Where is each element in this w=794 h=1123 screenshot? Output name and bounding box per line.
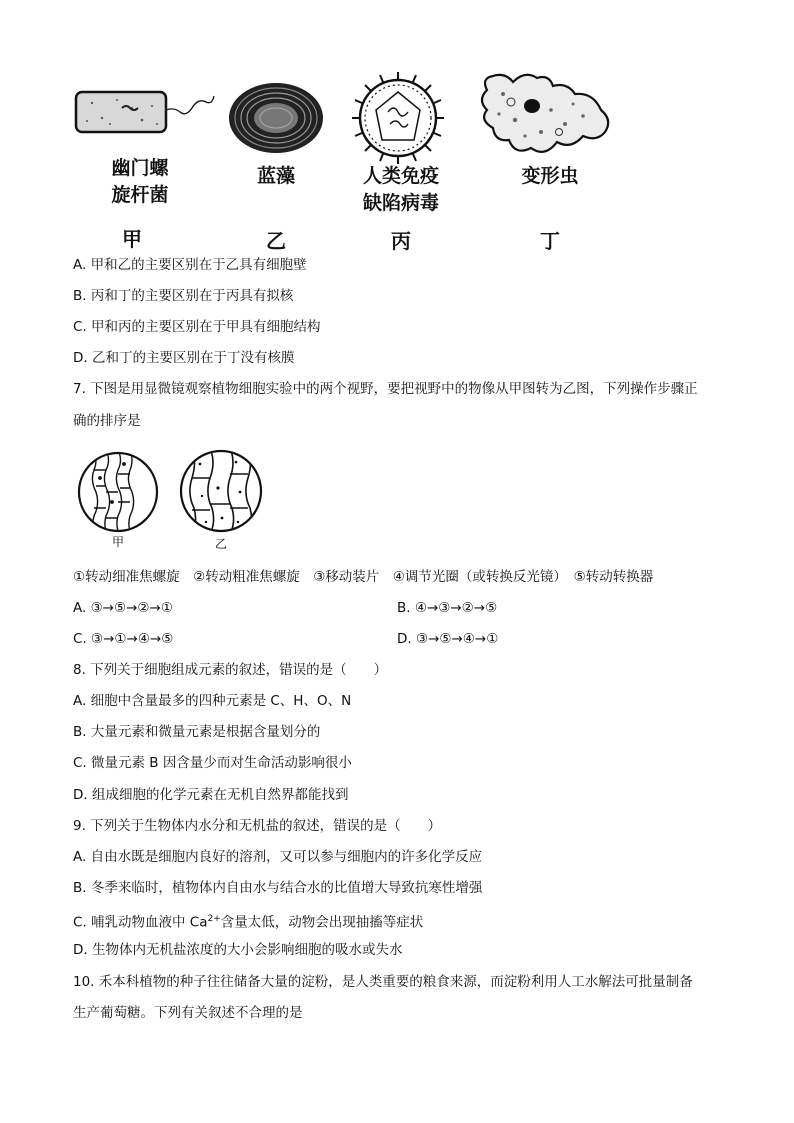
microscope-view-yi bbox=[178, 448, 264, 534]
q7-option-b: B. ④→③→②→⑤ bbox=[397, 600, 498, 616]
label-ding: 丁 bbox=[540, 229, 560, 253]
q6-option-b: B. 丙和丁的主要区别在于丙具有拟核 bbox=[73, 288, 294, 304]
q9-option-c bbox=[73, 910, 423, 932]
cyanobacteria-name: 蓝藻 bbox=[256, 165, 295, 187]
q9-stem: 9. 下列关于生物体内水分和无机盐的叙述，错误的是（ ） bbox=[73, 818, 442, 834]
q9-option-b: B. 冬季来临时，植物体内自由水与结合水的比值增大导致抗寒性增强 bbox=[73, 880, 483, 896]
q7-steps: ①转动细准焦螺旋 ②转动粗准焦螺旋 ③移动装片 ④调节光圈（或转换反光镜） ⑤转动转换器 bbox=[73, 569, 654, 585]
q9-option-c-text: C. 哺乳动物血液中 Ca bbox=[73, 914, 208, 931]
q6-option-d: D. 乙和丁的主要区别在于丁没有核膜 bbox=[73, 350, 295, 366]
q10-stem-line2: 生产葡萄糖。下列有关叙述不合理的是 bbox=[73, 1005, 303, 1021]
helicobacter-illustration bbox=[72, 88, 222, 138]
q7-option-c: C. ③→①→④→⑤ bbox=[73, 631, 174, 647]
q10-stem-line1: 10. 禾本科植物的种子往往储备大量的淀粉，是人类重要的粮食来源，而淀粉利用人工水解法可批量制备 bbox=[73, 974, 693, 990]
label-bing: 丙 bbox=[391, 229, 411, 253]
q8-stem: 8. 下列关于细胞组成元素的叙述，错误的是（ ） bbox=[73, 662, 388, 678]
q8-option-d: D. 组成细胞的化学元素在无机自然界都能找到 bbox=[73, 787, 349, 803]
amoeba-illustration bbox=[475, 70, 615, 162]
amoeba-name: 变形虫 bbox=[521, 165, 579, 187]
hiv-name: 人类免疫 缺陷病毒 bbox=[362, 165, 439, 214]
q7-option-a: A. ③→⑤→②→① bbox=[73, 600, 173, 616]
view-label-yi: 乙 bbox=[215, 537, 228, 551]
label-yi: 乙 bbox=[266, 229, 286, 253]
view-label-jia: 甲 bbox=[112, 535, 125, 549]
q9-option-d: D. 生物体内无机盐浓度的大小会影响细胞的吸水或失水 bbox=[73, 942, 403, 958]
q7-stem-line1: 7. 下图是用显微镜观察植物细胞实验中的两个视野，要把视野中的物像从甲图转为乙图，下列操作步骤正 bbox=[73, 381, 698, 397]
q9-option-c-text-rest: 含量太低，动物会出现抽搐等症状 bbox=[220, 914, 424, 931]
q8-option-c: C. 微量元素 B 因含量少而对生命活动影响很小 bbox=[73, 755, 352, 771]
hiv-illustration bbox=[350, 70, 446, 166]
q8-option-b: B. 大量元素和微量元素是根据含量划分的 bbox=[73, 724, 321, 740]
cyanobacteria-illustration bbox=[226, 80, 326, 156]
q6-option-c: C. 甲和丙的主要区别在于甲具有细胞结构 bbox=[73, 319, 321, 335]
q7-option-d: D. ③→⑤→④→① bbox=[397, 631, 499, 647]
microscope-view-jia bbox=[76, 450, 160, 534]
q7-stem-line2: 确的排序是 bbox=[73, 413, 141, 429]
helicobacter-name: 幽门螺 旋杆菌 bbox=[111, 157, 169, 206]
q8-option-a: A. 细胞中含量最多的四种元素是 C、H、O、N bbox=[73, 693, 352, 709]
q9-option-a: A. 自由水既是细胞内良好的溶剂，又可以参与细胞内的许多化学反应 bbox=[73, 849, 483, 865]
q9-option-c-superscript: 2+ bbox=[207, 914, 221, 924]
q6-option-a: A. 甲和乙的主要区别在于乙具有细胞壁 bbox=[73, 257, 307, 273]
label-jia: 甲 bbox=[122, 227, 142, 251]
